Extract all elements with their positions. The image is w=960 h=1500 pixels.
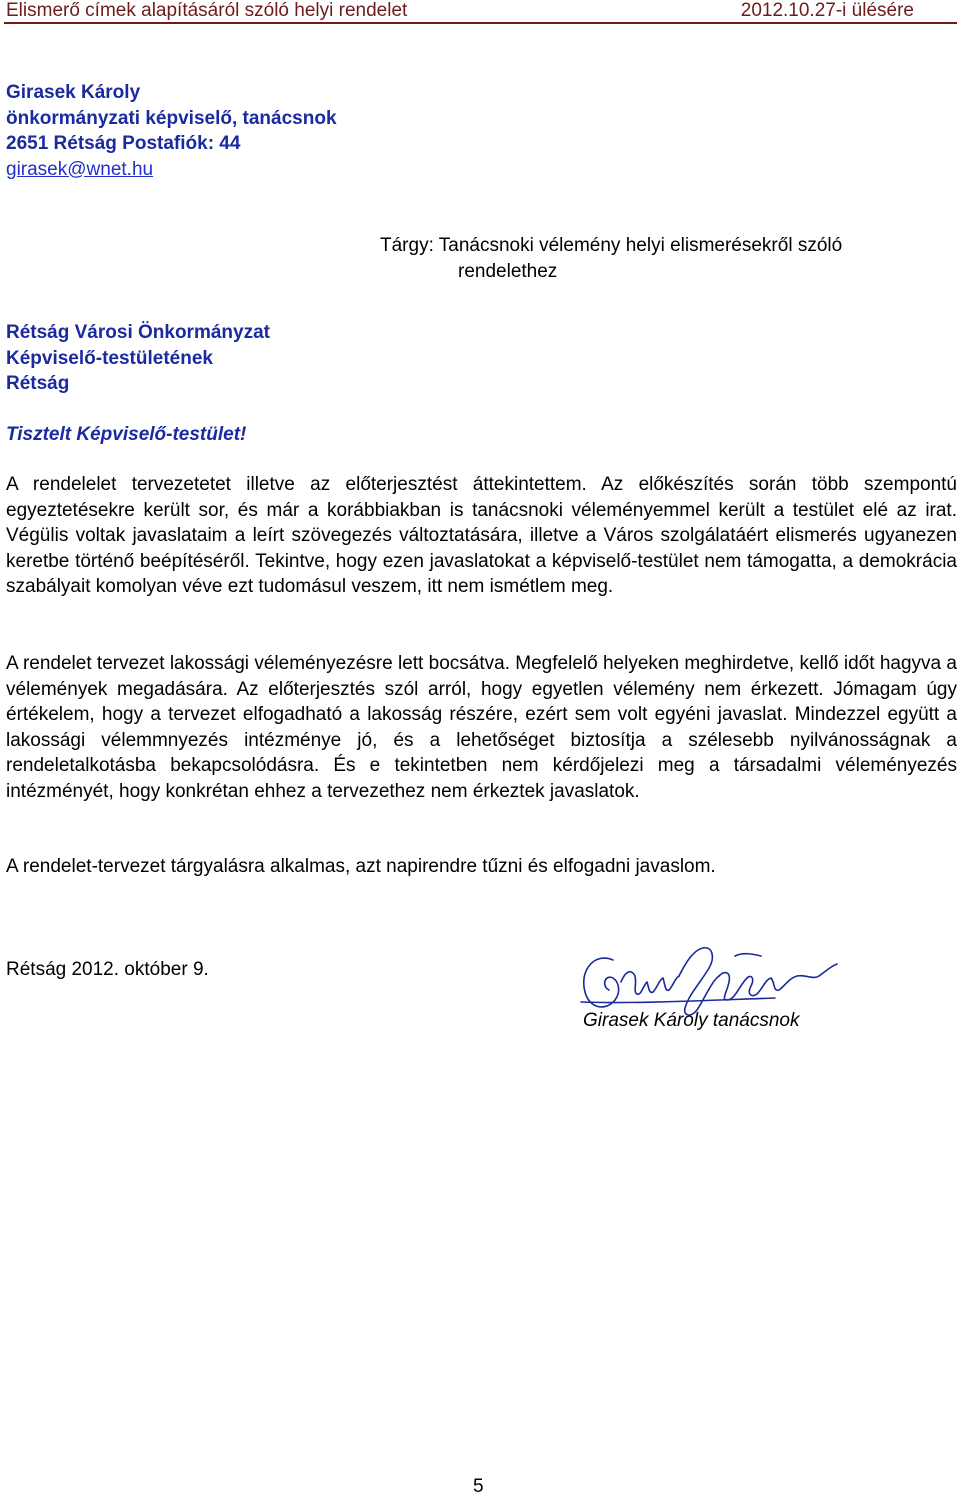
sender-name: Girasek Károly bbox=[6, 82, 141, 103]
paragraph-2: A rendelet tervezet lakossági véleményezésre lett bocsátva. Megfelelő helyeken meghirdetve, kellő időt hagyva a vélemények megadására. Az előterjesztés szól arról, hogy egyetlen vélemény nem érkezett. Jómagam úgy értékelem, hogy a tervezet elfogadható a lakosság részére, ezért sem volt egyéni javaslat. Mindezzel együtt a lakossági vélemmnyezés intézménye jó, és a lehetőséget biztosítja a szélesebb nyilvánosságnak a rendeletalkotásba bekapcsolódásra. És e tekintetben nem kérdőjelezi meg a társadalmi véleményezés intézményét, hogy konkrétan ehhez a tervezethez nem érkeztek javaslatok. bbox=[6, 653, 957, 802]
paragraph-3: A rendelet-tervezet tárgyalásra alkalmas, azt napirendre tűzni és elfogadni javaslom. bbox=[6, 856, 716, 877]
header-document-title: Elismerő címek alapításáról szóló helyi rendelet bbox=[6, 0, 408, 21]
sender-email-link[interactable]: girasek@wnet.hu bbox=[6, 158, 154, 180]
addressee-line-1: Rétság Városi Önkormányzat bbox=[6, 322, 270, 343]
sender-address: 2651 Rétság Postafiók: 44 bbox=[6, 133, 241, 154]
sender-block bbox=[6, 80, 337, 182]
subject-line-1: Tárgy: Tanácsnoki vélemény helyi elismerésekről szóló bbox=[380, 235, 843, 256]
page-header bbox=[0, 0, 960, 24]
addressee-line-3: Rétság bbox=[6, 373, 70, 394]
subject-block bbox=[380, 233, 940, 285]
page-number: 5 bbox=[473, 1476, 484, 1497]
addressee-line-2: Képviselő-testületének bbox=[6, 347, 213, 369]
header-rule bbox=[4, 22, 957, 24]
letter-date: Rétság 2012. október 9. bbox=[6, 959, 209, 980]
addressee-block bbox=[6, 320, 270, 397]
signer-name: Girasek Károly tanácsnok bbox=[583, 1010, 800, 1031]
salutation: Tisztelt Képviselő-testület! bbox=[6, 424, 247, 445]
paragraph-1: A rendelelet tervezetetet illetve az előterjesztést áttekintettem. Az előkészítés során több szempontú egyeztetésekre került sor, és már a korábbiakban is tanácsnoki véleményemmel került a testület elé az irat. Végülis voltak javaslataim a leírt szövegezés változtatására, illetve a Város szolgálatáért elismerés ugyanezen keretbe történő beépítéséről. Tekintve, hogy ezen javaslatokat a képviselő-testület nem támogatta, a demokrácia szabályait komolyan véve ezt tudomásul veszem, itt nem ismétlem meg. bbox=[6, 474, 957, 597]
sender-role: önkormányzati képviselő, tanácsnok bbox=[6, 107, 337, 129]
subject-line-2: rendelethez bbox=[458, 261, 558, 282]
header-meeting-date: 2012.10.27-i ülésére bbox=[740, 0, 914, 21]
